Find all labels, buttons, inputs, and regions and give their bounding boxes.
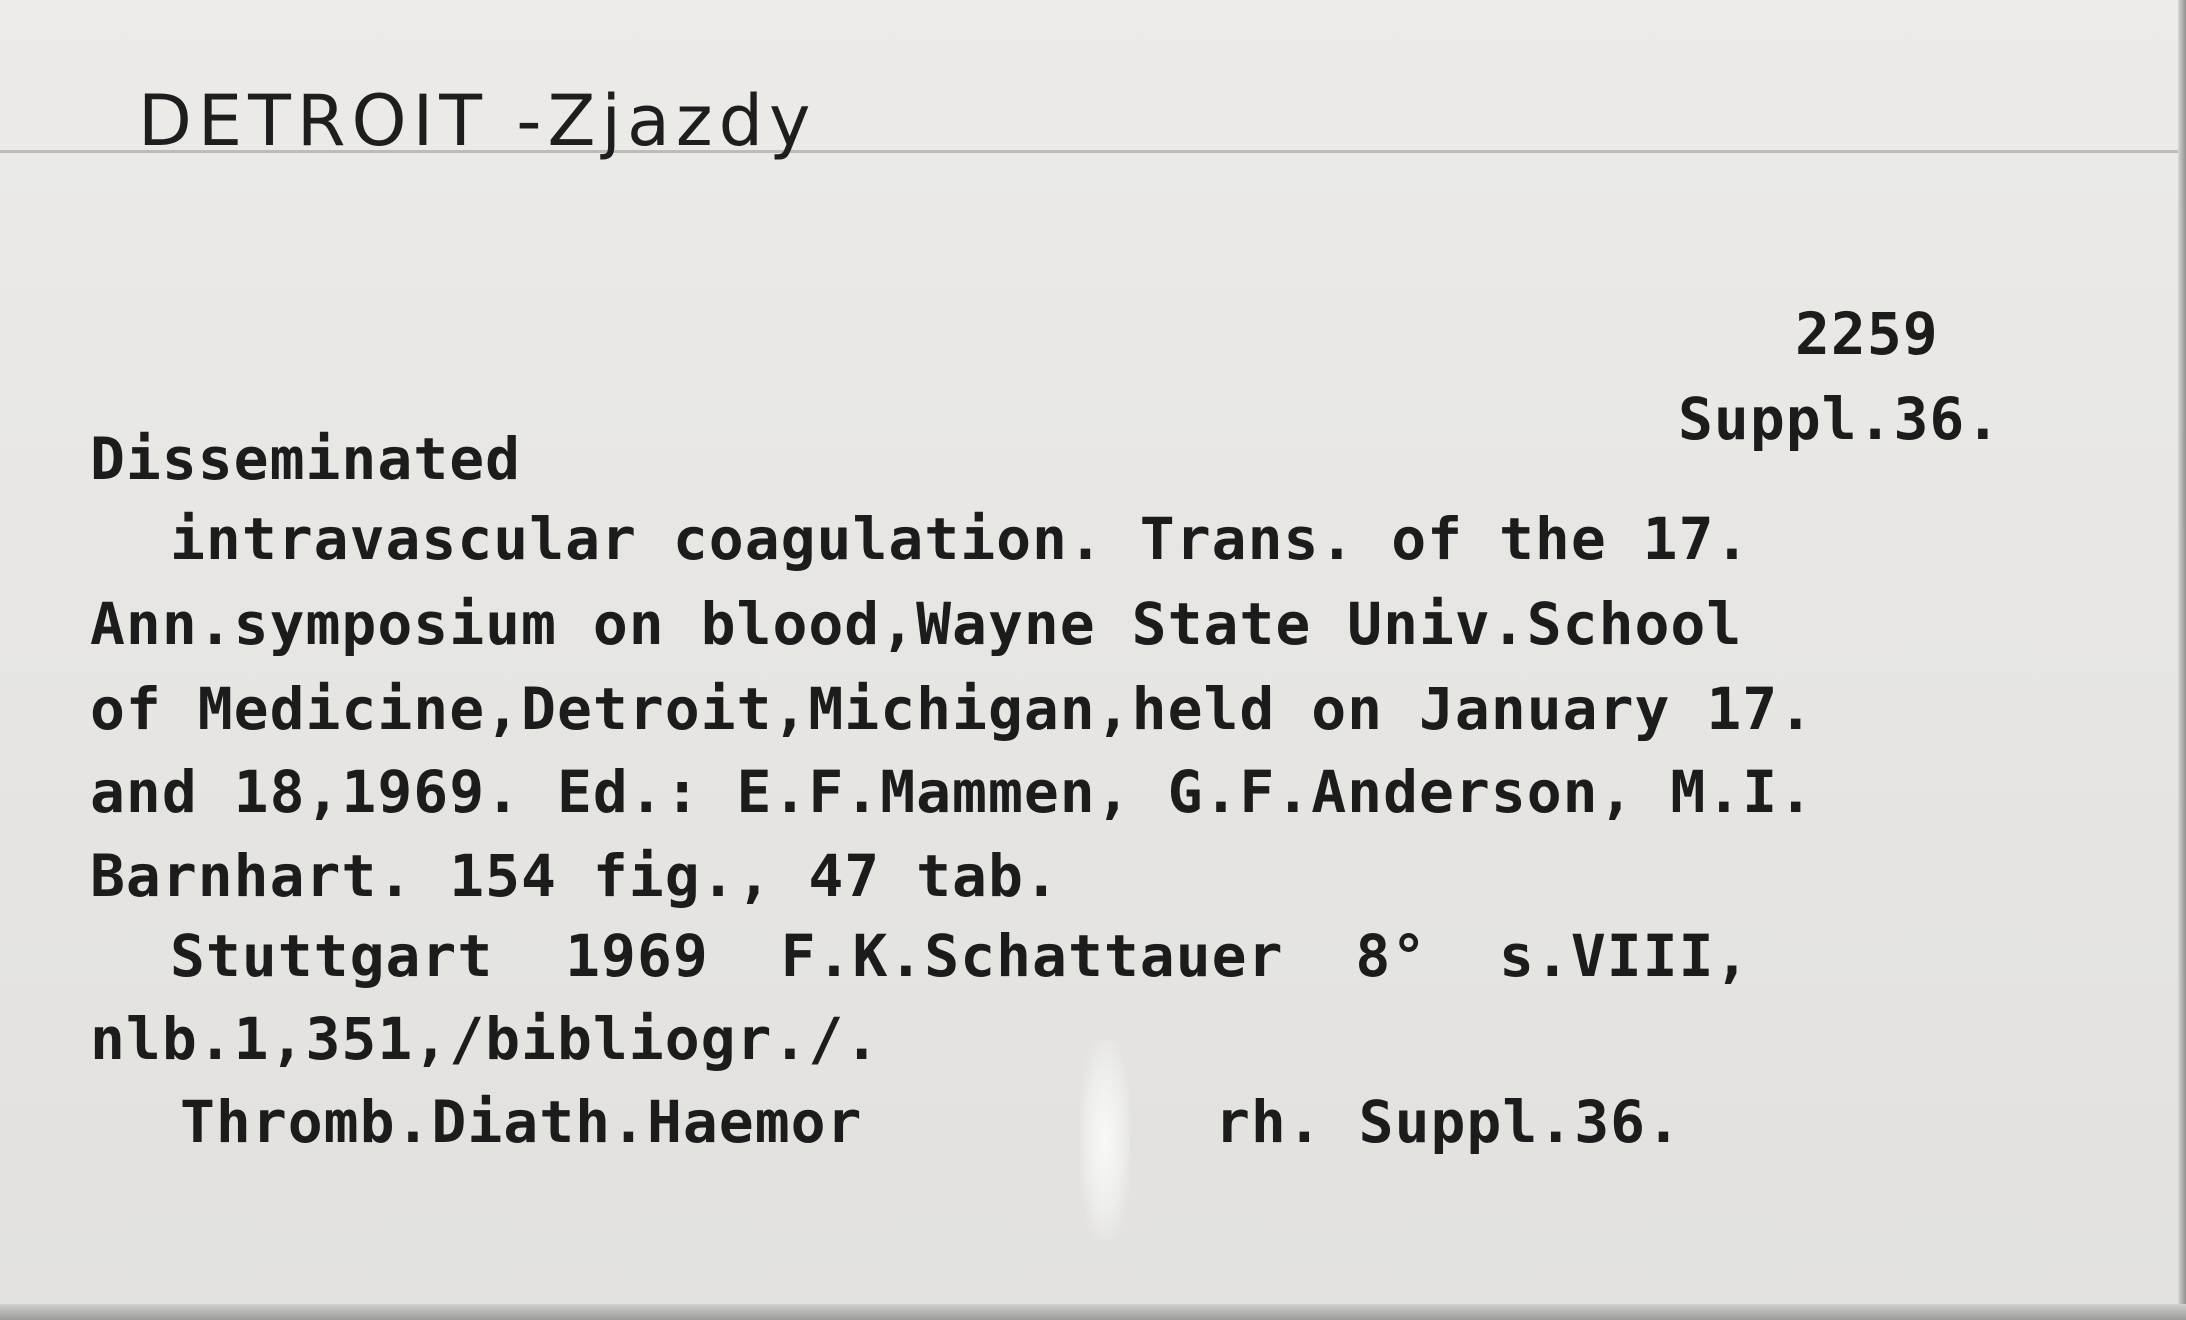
supplement-reference: Suppl.36.	[1678, 385, 2002, 453]
series-title-part-1: Thromb.Diath.Haemor	[180, 1088, 863, 1156]
entry-line-3: Ann.symposium on blood,Wayne State Univ.School	[90, 590, 1743, 658]
entry-line-2: intravascular coagulation. Trans. of the 17.	[170, 505, 1751, 573]
entry-line-7: Stuttgart 1969 F.K.Schattauer 8° s.VIII,	[170, 922, 1751, 990]
card-heading: DETROIT -Zjazdy	[138, 80, 817, 162]
entry-line-4: of Medicine,Detroit,Michigan,held on January 17.	[90, 675, 1815, 743]
entry-line-1: Disseminated	[90, 425, 522, 493]
card-edge-right	[2178, 0, 2186, 1320]
entry-line-8: nlb.1,351,/bibliogr./.	[90, 1005, 881, 1073]
entry-line-6: Barnhart. 154 fig., 47 tab.	[90, 842, 1060, 910]
card-edge-bottom	[0, 1304, 2186, 1320]
call-number: 2259	[1795, 300, 1939, 368]
series-title-part-2: rh. Suppl.36.	[1215, 1088, 1682, 1156]
paper-smudge	[1080, 1040, 1130, 1240]
entry-line-5: and 18,1969. Ed.: E.F.Mammen, G.F.Anderson, M.I.	[90, 758, 1815, 826]
